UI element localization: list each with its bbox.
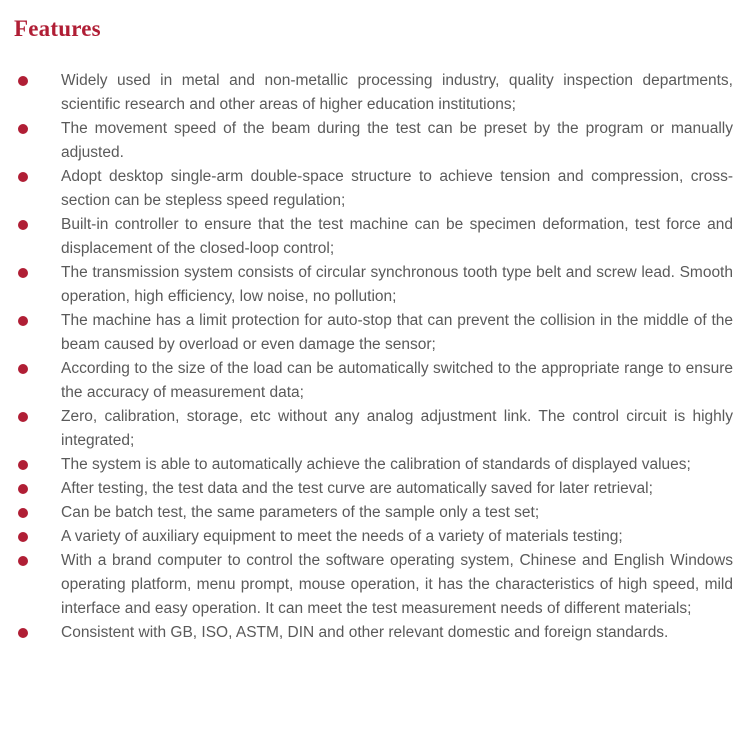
feature-list-item [0,261,750,309]
bullet-circle-icon [18,76,28,86]
feature-list-item [0,549,750,621]
feature-list-item [0,117,750,165]
features-section [0,15,750,645]
bullet-circle-icon [18,532,28,542]
feature-text: The movement speed of the beam during the test can be preset by the program or manually adjusted. [61,120,733,161]
feature-list-item [0,453,750,477]
bullet-circle-icon [18,268,28,278]
bullet-circle-icon [18,172,28,182]
feature-list-item [0,525,750,549]
feature-text: After testing, the test data and the test curve are automatically saved for later retrieval; [61,480,653,497]
feature-text: Widely used in metal and non-metallic processing industry, quality inspection departments, scientific research and other areas of higher education institutions; [61,72,733,113]
feature-text: The machine has a limit protection for auto-stop that can prevent the collision in the middle of the beam caused by overload or even damage the sensor; [61,312,733,353]
bullet-circle-icon [18,316,28,326]
feature-text: According to the size of the load can be automatically switched to the appropriate range to ensure the accuracy of measurement data; [61,360,733,401]
feature-list-item [0,309,750,357]
feature-text: The system is able to automatically achieve the calibration of standards of displayed values; [61,456,691,473]
feature-list-item [0,477,750,501]
feature-text: Can be batch test, the same parameters of the sample only a test set; [61,504,540,521]
feature-text: A variety of auxiliary equipment to meet the needs of a variety of materials testing; [61,528,623,545]
feature-list-item [0,501,750,525]
feature-list-item [0,69,750,117]
bullet-circle-icon [18,220,28,230]
bullet-circle-icon [18,484,28,494]
feature-text: With a brand computer to control the software operating system, Chinese and English Windows operating platform, menu prompt, mouse operation, it has the characteristics of high speed, mild interface and easy operation. It can meet the test measurement needs of different materials; [61,552,733,617]
bullet-circle-icon [18,124,28,134]
feature-text: Built-in controller to ensure that the test machine can be specimen deformation, test force and displacement of the closed-loop control; [61,216,733,257]
feature-text: Zero, calibration, storage, etc without any analog adjustment link. The control circuit is highly integrated; [61,408,733,449]
feature-text: Consistent with GB, ISO, ASTM, DIN and other relevant domestic and foreign standards. [61,624,669,641]
feature-text: Adopt desktop single-arm double-space structure to achieve tension and compression, cross-section can be stepless speed regulation; [61,168,733,209]
feature-list-item [0,621,750,645]
bullet-circle-icon [18,628,28,638]
feature-list-item [0,357,750,405]
feature-list-item [0,213,750,261]
bullet-circle-icon [18,364,28,374]
feature-text: The transmission system consists of circular synchronous tooth type belt and screw lead. Smooth operation, high efficiency, low noise, no pollution; [61,264,733,305]
bullet-circle-icon [18,556,28,566]
bullet-circle-icon [18,412,28,422]
section-title: Features [14,16,101,41]
feature-list-item [0,165,750,213]
bullet-circle-icon [18,508,28,518]
bullet-circle-icon [18,460,28,470]
feature-list-item [0,405,750,453]
features-list [0,69,750,645]
